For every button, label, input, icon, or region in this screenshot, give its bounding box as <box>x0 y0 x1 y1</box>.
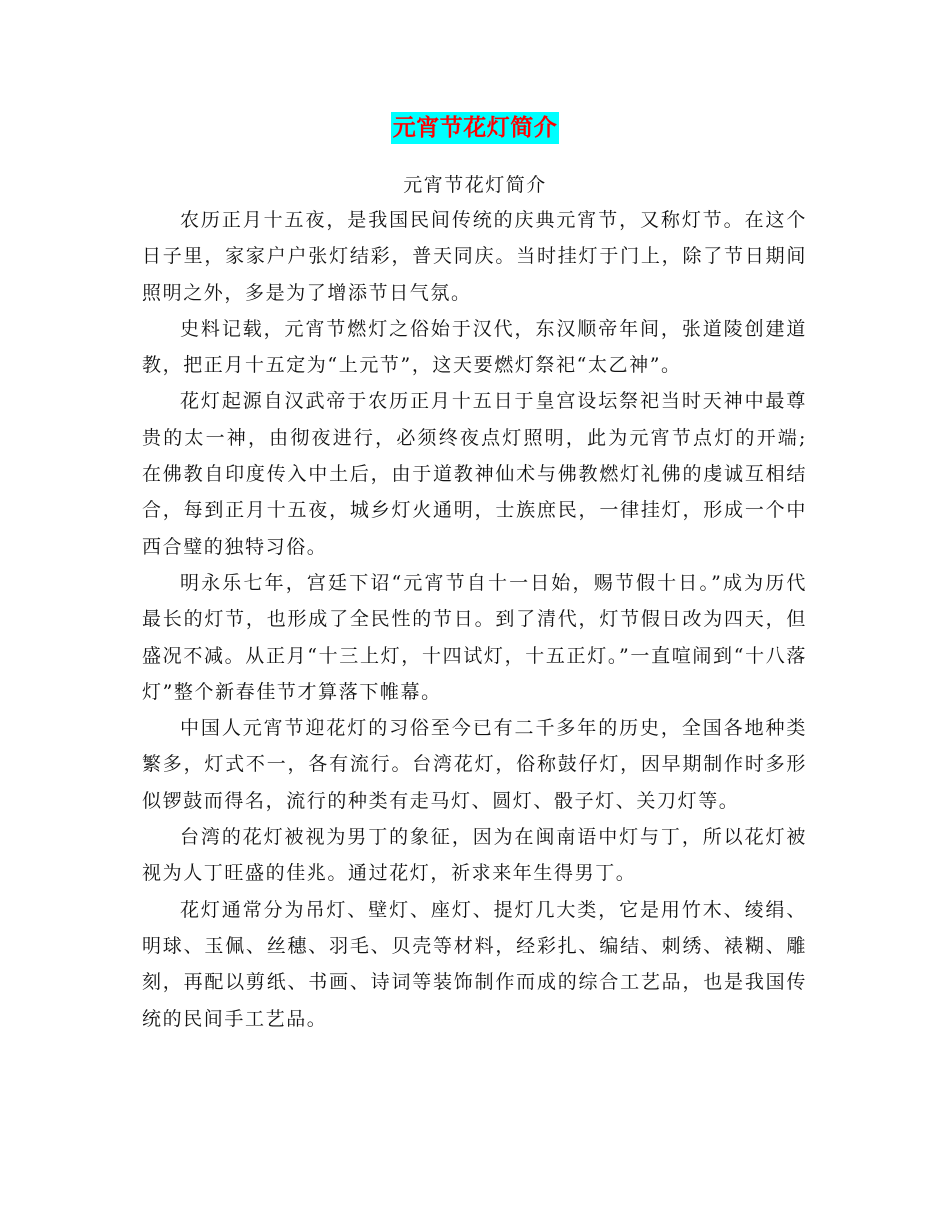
paragraph: 花灯通常分为吊灯、壁灯、座灯、提灯几大类，它是用竹木、绫绢、明球、玉佩、丝穗、羽毛、贝壳等材料，经彩扎、编结、刺绣、裱糊、雕刻，再配以剪纸、书画、诗词等装饰制作而成的综合工艺品，也是我国传统的民间手工艺品。 <box>142 898 807 1030</box>
paragraph: 农历正月十五夜，是我国民间传统的庆典元宵节，又称灯节。在这个日子里，家家户户张灯结彩，普天同庆。当时挂灯于门上，除了节日期间照明之外，多是为了增添节日气氛。 <box>142 209 807 304</box>
title-block <box>0 112 950 144</box>
document-body <box>142 202 807 1037</box>
page-title: 元宵节花灯简介 <box>391 112 560 144</box>
subtitle: 元宵节花灯简介 <box>403 174 547 196</box>
paragraph: 台湾的花灯被视为男丁的象征，因为在闽南语中灯与丁，所以花灯被视为人丁旺盛的佳兆。通过花灯，祈求来年生得男丁。 <box>142 826 807 885</box>
paragraph: 史料记载，元宵节燃灯之俗始于汉代，东汉顺帝年间，张道陵创建道教，把正月十五定为“上元节”，这天要燃灯祭祀“太乙神”。 <box>142 317 807 377</box>
paragraph: 明永乐七年，宫廷下诏“元宵节自十一日始，赐节假十日。”成为历代最长的灯节，也形成了全民性的节日。到了清代，灯节假日改为四天，但盛况不减。从正月“十三上灯，十四试灯，十五正灯。”一直喧闹到“十八落灯”整个新春佳节才算落下帷幕。 <box>142 571 807 703</box>
paragraph: 花灯起源自汉武帝于农历正月十五日于皇宫设坛祭祀当时天神中最尊贵的太一神，由彻夜进行，必须终夜点灯照明，此为元宵节点灯的开端;在佛教自印度传入中土后，由于道教神仙术与佛教燃灯礼佛的虔诚互相结合，每到正月十五夜，城乡灯火通明，士族庶民，一律挂灯，形成一个中西合璧的独特习俗。 <box>142 390 807 558</box>
paragraph: 中国人元宵节迎花灯的习俗至今已有二千多年的历史，全国各地种类繁多，灯式不一，各有流行。台湾花灯，俗称鼓仔灯，因早期制作时多形似锣鼓而得名，流行的种类有走马灯、圆灯、骰子灯、关刀灯等。 <box>142 717 807 812</box>
